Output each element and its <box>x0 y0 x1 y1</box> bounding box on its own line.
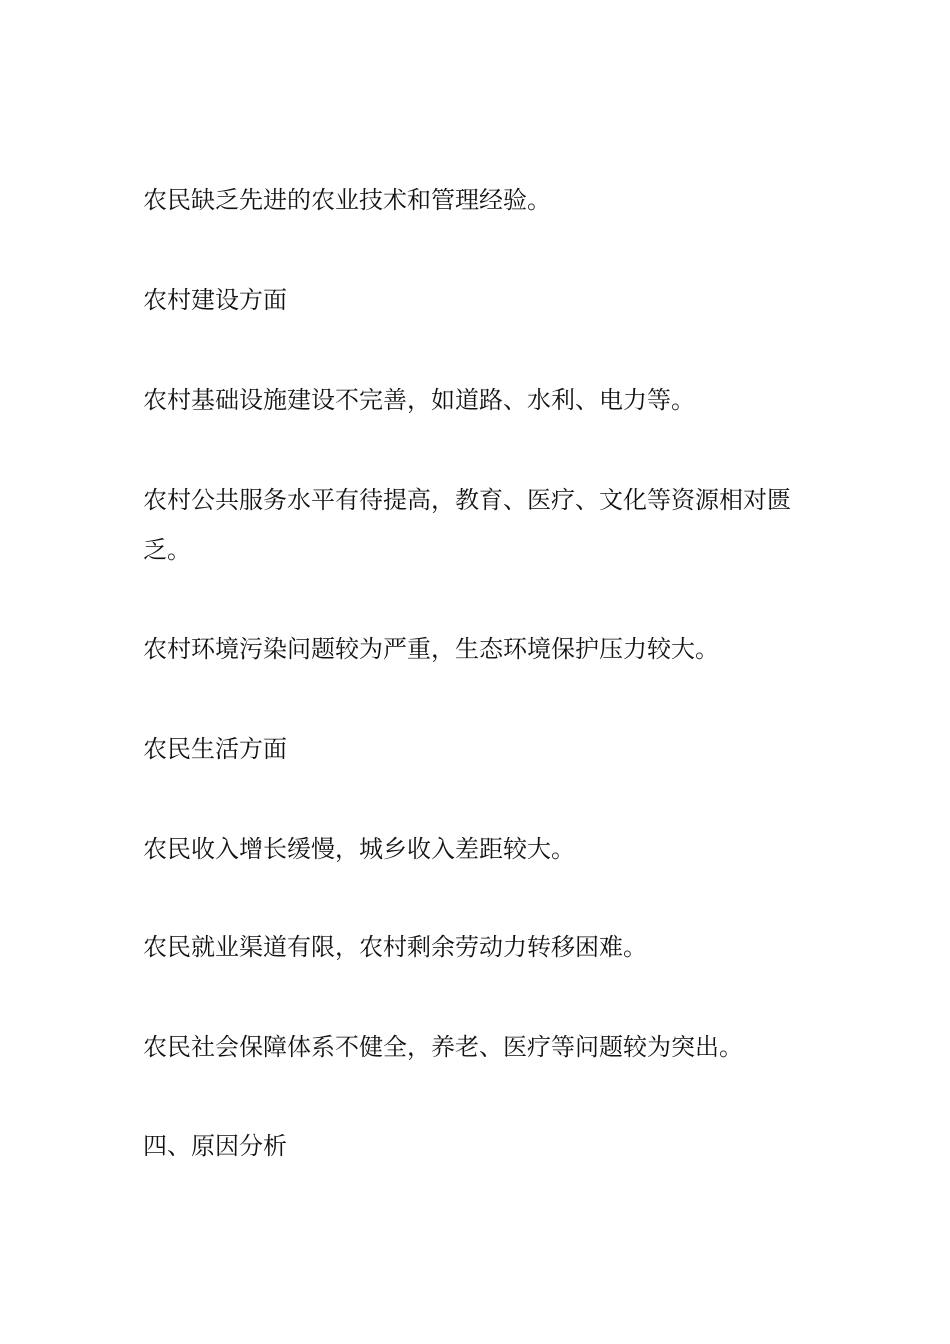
paragraph: 农村环境污染问题较为严重，生态环境保护压力较大。 <box>143 635 719 663</box>
paragraph: 农民社会保障体系不健全，养老、医疗等问题较为突出。 <box>143 1033 743 1061</box>
paragraph: 农民收入增长缓慢，城乡收入差距较大。 <box>143 835 575 863</box>
section-heading: 农民生活方面 <box>143 735 287 763</box>
paragraph: 农村基础设施建设不完善，如道路、水利、电力等。 <box>143 386 695 414</box>
paragraph: 农村公共服务水平有待提高，教育、医疗、文化等资源相对匮乏。 <box>143 486 791 564</box>
paragraph: 农民缺乏先进的农业技术和管理经验。 <box>143 186 551 214</box>
section-heading: 四、原因分析 <box>143 1132 287 1160</box>
section-heading: 农村建设方面 <box>143 286 287 314</box>
paragraph: 农民就业渠道有限，农村剩余劳动力转移困难。 <box>143 933 647 961</box>
